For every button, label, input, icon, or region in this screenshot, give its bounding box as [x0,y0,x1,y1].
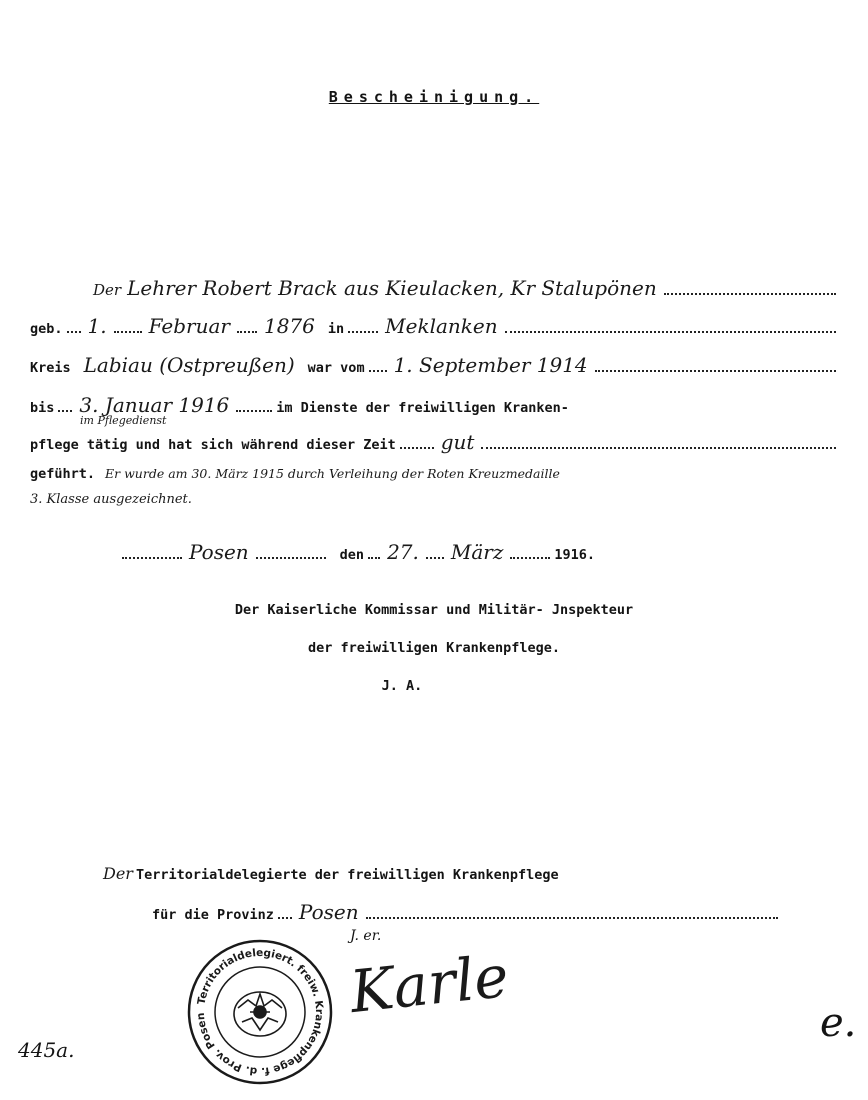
pflege-text: pflege tätig und hat sich während dieser Zeit [30,437,396,453]
kreis-value: Labiau (Ostpreußen) [83,353,295,377]
province-label: für die Provinz [152,907,274,923]
ier-note: J. er. [350,928,382,944]
archive-number: 445a. [18,1038,75,1062]
name-prefix: Der [93,281,122,299]
gefuehrt-label: geführt. [30,466,96,482]
kreis-label: Kreis [30,360,71,376]
line-conduct [30,466,840,490]
issue-month: März [450,540,504,564]
birth-place: Meklanken [385,314,498,338]
province-value: Posen [298,900,359,924]
issuer-line-1: Der Kaiserliche Kommissar und Militär- Jnspekteur [234,602,634,618]
line-birth [30,314,840,338]
den-label: den [339,547,365,563]
margin-mark: e. [820,1000,857,1046]
official-stamp [186,938,334,1086]
birth-day: 1. [87,314,107,338]
insertion-note: im Pflegedienst [80,414,167,427]
line-kreis [30,353,840,377]
delegate-line-1 [100,864,800,888]
decoration-note: Er wurde am 30. März 1915 durch Verleihung der Roten Kreuzmedaille [105,466,560,481]
dienste-text: im Dienste der freiwilligen Kranken- [276,400,569,416]
delegate-prefix: Der [103,864,133,883]
issuer-line-2: der freiwilligen Krankenpflege. [308,640,560,656]
bis-label: bis [30,400,55,416]
geb-label: geb. [30,321,63,337]
person-name: Lehrer Robert Brack aus Kieulacken, Kr Stalupönen [127,276,657,300]
conduct-rating: gut [440,430,475,454]
decoration-note-line2: 3. Klasse ausgezeichnet. [30,492,192,507]
service-start-date: 1. September 1914 [393,353,588,377]
stamp-text: Territorialdelegiert. freiw. Krankenpflege f. d. Prov. Posen [194,946,326,1078]
birth-year: 1876 [263,314,315,338]
document-title: Bescheinigung. [328,88,540,106]
delegate-title: Territorialdelegierte der freiwilligen Krankenpflege [135,867,559,883]
line-activity [30,430,840,454]
issue-place: Posen [189,540,249,564]
in-label: in [327,321,345,337]
line-name [30,276,840,300]
issuer-ia: J. A. [381,678,423,694]
service-end-date: 3. Januar 1916 [79,393,230,417]
issue-year: 1916. [554,547,596,563]
place-date-line [118,540,758,564]
issue-day: 27. [387,540,419,564]
signature: Karle [346,941,512,1027]
war-vom-label: war vom [307,360,365,376]
delegate-line-2 [152,900,782,924]
birth-month: Februar [148,314,230,338]
eagle-emblem-icon [234,992,286,1036]
